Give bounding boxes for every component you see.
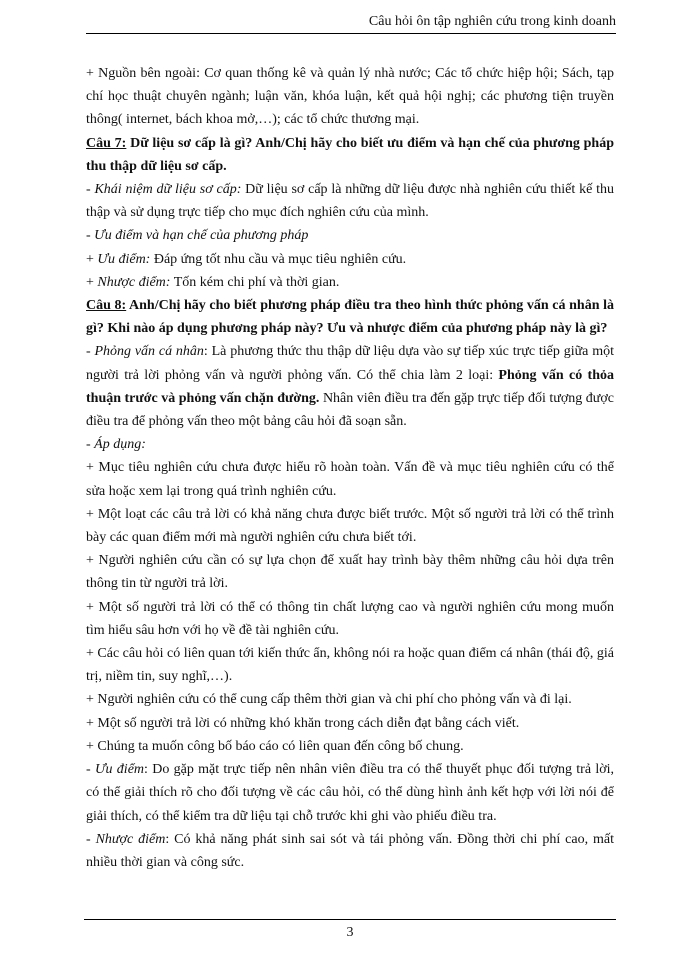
- advantage-label: Ưu điểm:: [97, 251, 151, 267]
- interview-advantages-text: : Do gặp mặt trực tiếp nên nhân viên điều tra có thể thuyết phục đối tượng trả lời, có thể giải thích rõ cho đối tượng về các câu hỏi, có thể dùng hình ảnh kết hợp với lời nói để giải thích, có thể kiểm tra dữ liệu tại chỗ trước khi ghi vào phiếu điều tra.: [86, 762, 615, 824]
- paragraph-application-3: + Người nghiên cứu cần có sự lựa chọn để xuất hay trình bày thêm những câu hỏi dựa trên thông tin từ người trả lời.: [86, 553, 614, 592]
- paragraph-application-6: + Người nghiên cứu có thể cung cấp thêm thời gian và chi phí cho phỏng vấn và đi lại.: [86, 692, 572, 708]
- disadvantage-text: Tốn kém chi phí và thời gian.: [170, 274, 340, 290]
- paragraph-application-1: + Mục tiêu nghiên cứu chưa được hiểu rõ hoàn toàn. Vấn đề và mục tiêu nghiên cứu có thể sửa hoặc xem lại trong quá trình nghiên cứu.: [86, 460, 614, 499]
- advantage-prefix: +: [86, 251, 98, 267]
- paragraph-application-5: + Các câu hỏi có liên quan tới kiến thức ẩn, không nói ra hoặc quan điểm cá nhân (thái độ, giá trị, niềm tin, suy nghĩ,…).: [86, 646, 614, 685]
- paragraph-interview-advantages: [86, 758, 614, 828]
- paragraph-personal-interview: [86, 340, 614, 433]
- personal-interview-text-2: Nhân viên điều tra đến gặp trực tiếp đối tượng được điều tra để phỏng vấn theo một bảng câu hỏi đã soạn sẵn.: [86, 390, 615, 430]
- question-7-number: Câu 7:: [86, 135, 127, 151]
- question-8-number: Câu 8:: [86, 298, 127, 314]
- paragraph-interview-disadvantages: [86, 828, 614, 874]
- personal-interview-text-1: : Là phương thức thu thập dữ liệu dựa vào sự tiếp xúc trực tiếp giữa một người trả lời phỏng vấn và người phỏng vấn. Có thể chia làm 2 loại:: [86, 344, 614, 383]
- advantage-text: Đáp ứng tốt nhu cầu và mục tiêu nghiên cứu.: [150, 251, 407, 267]
- paragraph-application-7: + Một số người trả lời có những khó khăn trong cách diễn đạt bằng cách viết.: [86, 715, 520, 731]
- personal-interview-bold: Phỏng vấn có thỏa thuận trước và phỏng vấn chặn đường.: [86, 367, 614, 406]
- definition-label: - Khái niệm dữ liệu sơ cấp:: [86, 182, 242, 198]
- disadvantage-label: Nhược điểm:: [97, 274, 171, 290]
- question-7: [86, 132, 614, 178]
- definition-text: Dữ liệu sơ cấp là những dữ liệu được nhà nghiên cứu thiết kế thu thập và sử dụng trực tiếp cho mục đích nghiên cứu của mình.: [86, 182, 614, 221]
- interview-advantages-label: - Ưu điểm: [86, 762, 145, 778]
- interview-disadvantages-text: : Có khả năng phát sinh sai sót và tái phỏng vấn. Đồng thời chi phí cao, mất nhiều thời gian và công sức.: [86, 831, 614, 870]
- paragraph-application-8: + Chúng ta muốn công bố báo cáo có liên quan đến công bố chung.: [86, 738, 464, 754]
- question-8-text: Anh/Chị hãy cho biết phương pháp điều tra theo hình thức phỏng vấn cá nhân là gì? Khi nào áp dụng phương pháp này? Ưu và nhược điểm của phương pháp này là gì?: [86, 298, 614, 337]
- page-number: 3: [346, 925, 354, 940]
- interview-disadvantages-label: - Nhược điểm: [86, 831, 166, 847]
- paragraph-advantage: [86, 248, 614, 271]
- running-header: Câu hỏi ôn tập nghiên cứu trong kinh doanh: [86, 14, 616, 34]
- paragraph-pros-cons-heading: - Ưu điểm và hạn chế của phương pháp: [86, 228, 309, 244]
- paragraph-application-heading: - Áp dụng:: [86, 437, 146, 453]
- paragraph-application-4: + Một số người trả lời có thể có thông tin chất lượng cao và người nghiên cứu mong muốn tìm hiểu sâu hơn với họ về đề tài nghiên cứu.: [86, 599, 614, 638]
- document-body: [86, 62, 614, 874]
- paragraph-application-2: + Một loạt các câu trả lời có khả năng chưa được biết trước. Một số người trả lời có thể trình bày các quan điểm mới mà người nghiên cứu chưa biết tới.: [86, 506, 614, 546]
- paragraph-external-sources: + Nguồn bên ngoài: Cơ quan thống kê và quản lý nhà nước; Các tổ chức hiệp hội; Sách, tạp chí học thuật chuyên ngành; luận văn, khóa luận, kết quả hội nghị; các phương tiện truyền thông( internet, bách khoa mở,…); các tổ chức thương mại.: [86, 66, 614, 128]
- question-8: [86, 294, 614, 340]
- paragraph-primary-data-definition: [86, 178, 614, 224]
- question-7-text: Dữ liệu sơ cấp là gì? Anh/Chị hãy cho biết ưu điểm và hạn chế của phương pháp thu thập dữ liệu sơ cấp.: [86, 135, 614, 174]
- paragraph-disadvantage: [86, 271, 614, 294]
- disadvantage-prefix: +: [86, 274, 98, 290]
- footer-divider: [84, 919, 616, 920]
- personal-interview-label: - Phỏng vấn cá nhân: [86, 344, 204, 360]
